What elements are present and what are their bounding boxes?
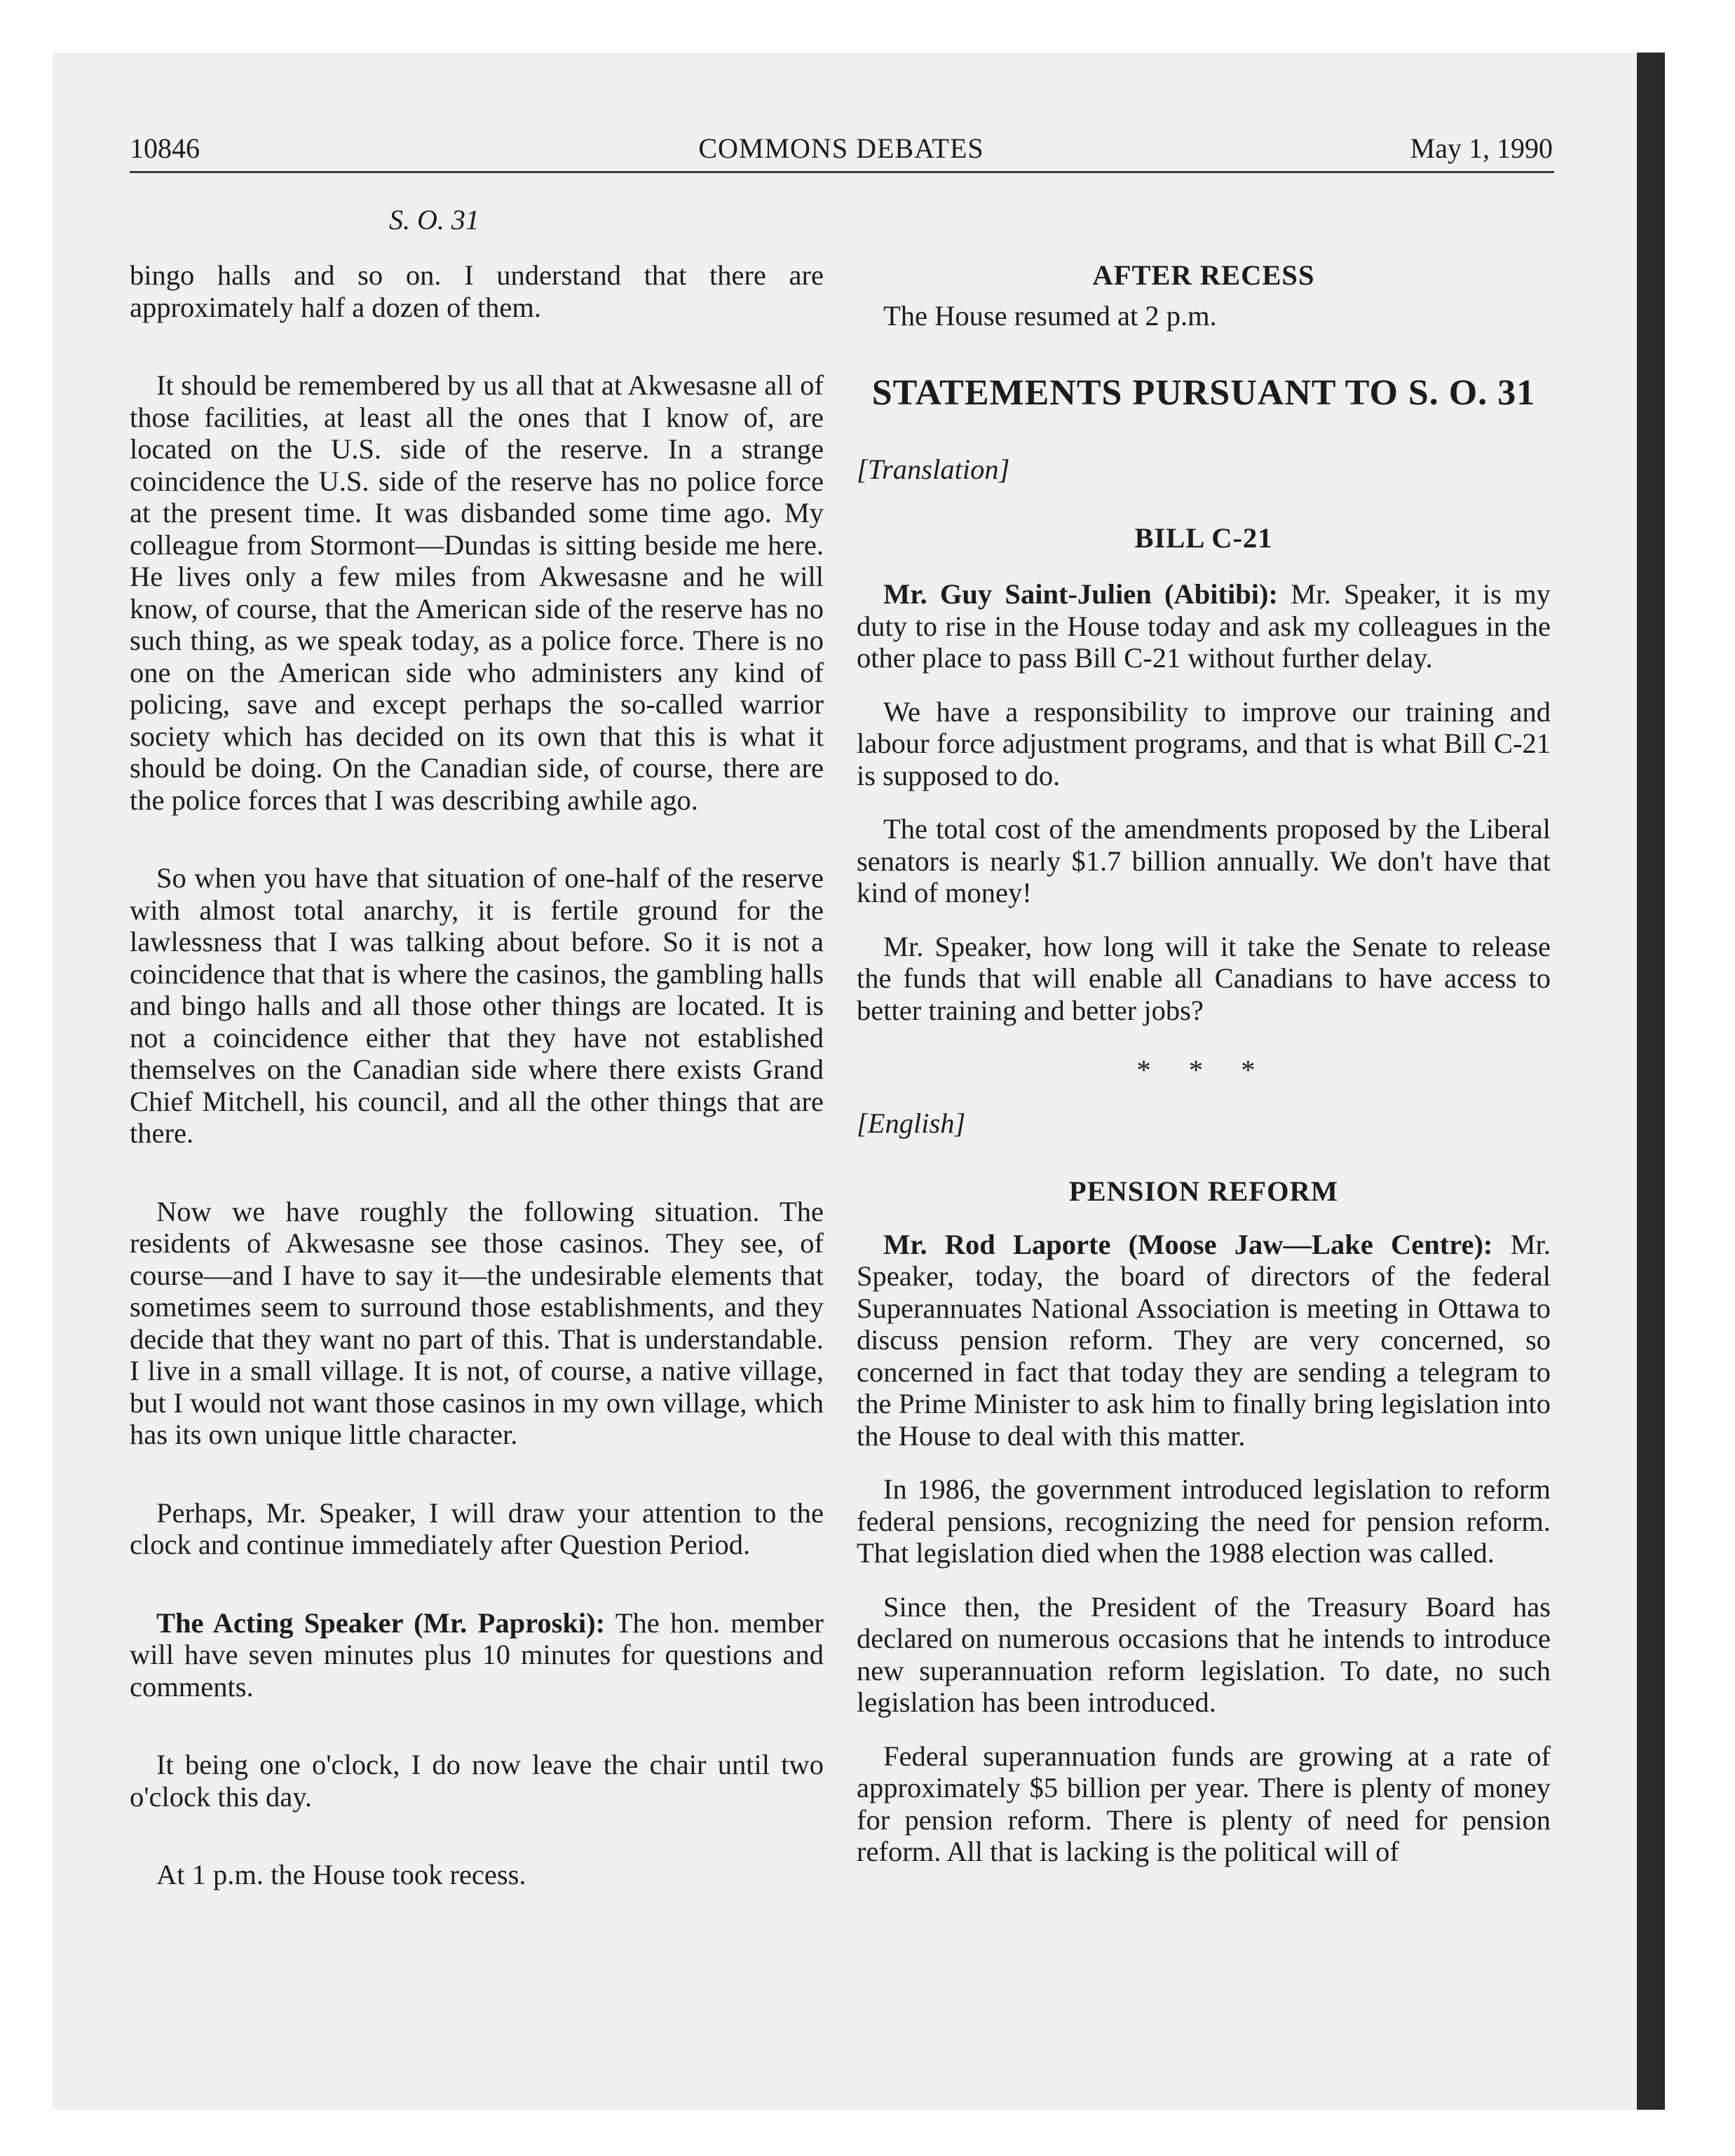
paragraph: Perhaps, Mr. Speaker, I will draw your attention to the clock and continue immediately after Question Period. bbox=[130, 1496, 824, 1560]
speaker-text: The hon. member will have seven minutes plus 10 minutes for questions and comments. bbox=[130, 1606, 824, 1703]
page-number: 10846 bbox=[130, 132, 200, 164]
section-heading: PENSION REFORM bbox=[1068, 1175, 1339, 1207]
language-label: [English] bbox=[857, 1107, 966, 1139]
paragraph: bingo halls and so on. I understand that there are approximately half a dozen of them. bbox=[130, 259, 824, 323]
right-column bbox=[857, 259, 1551, 1868]
speaker-paragraph bbox=[130, 1607, 824, 1703]
paragraph: Federal superannuation funds are growing at a rate of approximately $5 billion per year. There is plenty of money for pension reform. There is plenty of need for pension reform. All that is lacking is the political will of bbox=[857, 1740, 1551, 1867]
speaker-paragraph bbox=[857, 578, 1551, 674]
section-heading: STATEMENTS PURSUANT TO S. O. 31 bbox=[871, 373, 1536, 413]
scan-edge-shadow bbox=[1637, 53, 1665, 2110]
header-rule bbox=[130, 171, 1554, 173]
section-heading: AFTER RECESS bbox=[1092, 259, 1315, 291]
speaker-paragraph bbox=[857, 1229, 1551, 1452]
paragraph: The total cost of the amendments proposed by the Liberal senators is nearly $1.7 billion annually. We don't have that kind of money! bbox=[857, 813, 1551, 908]
speaker-name: Mr. Rod Laporte (Moose Jaw—Lake Centre): bbox=[883, 1228, 1493, 1260]
language-label: [Translation] bbox=[857, 453, 1010, 485]
speaker-text: Mr. Speaker, today, the board of directors of the federal Superannuates National Association is meeting in Ottawa to discuss pension reform. They are very concerned, so concerned in fact that today they are sending a telegram to the Prime Minister to ask him to finally bring legislation into the House to deal with this matter. bbox=[857, 1228, 1551, 1452]
speaker-name: Mr. Guy Saint-Julien (Abitibi): bbox=[883, 578, 1279, 610]
paragraph: So when you have that situation of one-half of the reserve with almost total anarchy, it is fertile ground for the lawlessness that I was talking about before. So it is not a coincidence that that is where the casinos, the gambling halls and bingo halls and all those other things are located. It is not a coincidence either that they have not established themselves on the Canadian side where there exists Grand Chief Mitchell, his council, and all the other things that are there. bbox=[130, 862, 824, 1149]
paragraph: Since then, the President of the Treasury Board has declared on numerous occasions that he intends to introduce new superannuation reform legislation. To date, no such legislation has been introduced. bbox=[857, 1590, 1551, 1718]
journal-title: COMMONS DEBATES bbox=[698, 132, 984, 164]
paragraph: We have a responsibility to improve our training and labour force adjustment programs, and that is what Bill C-21 is supposed to do. bbox=[857, 695, 1551, 791]
section-heading: BILL C-21 bbox=[1134, 521, 1273, 554]
paragraph: Mr. Speaker, how long will it take the Senate to release the funds that will enable all Canadians to have access to better training and better jobs? bbox=[857, 930, 1551, 1026]
paragraph: It should be remembered by us all that at Akwesasne all of those facilities, at least all the ones that I know of, are located on the U.S. side of the reserve. In a strange coincidence the U.S. side of the reserve has no police force at the present time. It was disbanded some time ago. My colleague from Stormont—Dundas is sitting beside me here. He lives only a few miles from Akwesasne and he will know, of course, that the American side of the reserve has no such thing, as we speak today, as a police force. There is no one on the American side who administers any kind of policing, save and except perhaps the so-called warrior society which has decided on its own that this is what it should be doing. On the Canadian side, of course, there are the police forces that I was describing awhile ago. bbox=[130, 369, 824, 816]
page-header bbox=[130, 132, 1553, 174]
section-separator: * * * bbox=[1136, 1054, 1271, 1086]
speaker-name: The Acting Speaker (Mr. Paproski): bbox=[156, 1606, 606, 1639]
paragraph: Now we have roughly the following situation. The residents of Akwesasne see those casinos. They see, of course—and I have to say it—the undesirable elements that sometimes seem to surround those establishments, and they decide that they want no part of this. That is understandable. I live in a small village. It is not, of course, a native village, but I would not want those casinos in my own village, which has its own unique little character. bbox=[130, 1195, 824, 1450]
speaker-text: Mr. Speaker, it is my duty to rise in the House today and ask my colleagues in the other place to pass Bill C-21 without further delay. bbox=[857, 578, 1551, 674]
paragraph: In 1986, the government introduced legislation to reform federal pensions, recognizing the need for pension reform. That legislation died when the 1988 election was called. bbox=[857, 1473, 1551, 1569]
paragraph: At 1 p.m. the House took recess. bbox=[156, 1859, 526, 1890]
paragraph: It being one o'clock, I do now leave the chair until two o'clock this day. bbox=[130, 1749, 824, 1813]
standing-order-label: S. O. 31 bbox=[389, 204, 479, 236]
issue-date: May 1, 1990 bbox=[1410, 132, 1553, 164]
paragraph: The House resumed at 2 p.m. bbox=[883, 299, 1217, 332]
left-column bbox=[130, 259, 824, 1891]
